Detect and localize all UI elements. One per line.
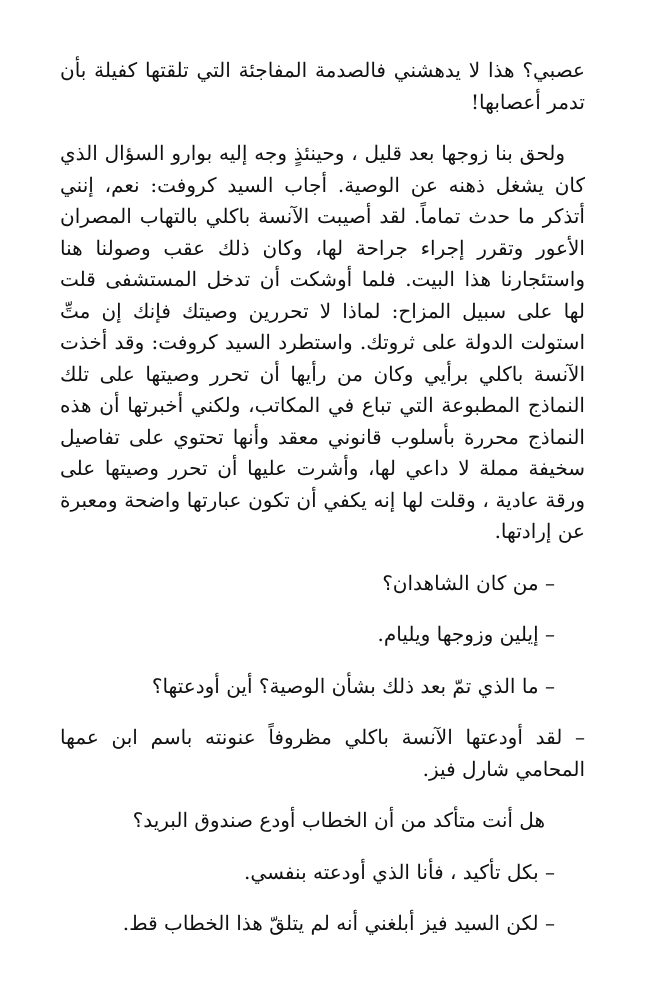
dialogue-line-mailbox-question: هل أنت متأكد من أن الخطاب أودع صندوق البريد؟	[132, 808, 545, 832]
dialogue-line-envelope-answer: – لقد أودعتها الآنسة باكلي مظروفاً عنونته باسم ابن عمها المحامي شارل فيز.	[60, 725, 585, 781]
dialogue-line-witnesses-answer: – إيلين وزوجها ويليام.	[377, 622, 555, 646]
paragraph-opening: عصبي؟ هذا لا يدهشني فالصدمة المفاجئة التي تلقتها كفيلة بأن تدمر أعصابها!	[60, 58, 585, 114]
dialogue-line-certainty-answer: – بكل تأكيد ، فأنا الذي أودعته بنفسي.	[244, 859, 555, 884]
dialogue-line-never-received: – لكن السيد فيز أبلغني أنه لم يتلقّ هذا الخطاب قط.	[122, 911, 555, 935]
dialogue-line-will-question: – ما الذي تمّ بعد ذلك بشأن الوصية؟ أين أودعتها؟	[151, 673, 555, 698]
dialogue-line-witnesses-question: – من كان الشاهدان؟	[382, 570, 555, 595]
paragraph-crofts-account: ولحق بنا زوجها بعد قليل ، وحينئذٍ وجه إليه بوارو السؤال الذي كان يشغل ذهنه عن الوصية. أجاب السيد كروفت: نعم، إنني أتذكر ما حدث تماماً. لقد أصيبت الآنسة باكلي بالتهاب المصران الأعور وتقرر إجراء جراحة لها، وكان ذلك عقب وصولنا هنا واستئجارنا هذا البيت. فلما أوشكت أن تدخل المستشفى قلت لها على سبيل المزاح: لماذا لا تحررين وصيتك فإنك إن متِّ استولت الدولة على ثروتك. واستطرد السيد كروفت: وقد أخذت الآنسة باكلي برأيي وكان من رأيها أن تحرر وصيتها على تلك النماذج المطبوعة التي تباع في المكاتب، ولكني أخبرتها أن هذه النماذج محررة بأسلوب قانوني معقد وأنها تحتوي على تفاصيل سخيفة مملة لا داعي لها، وأشرت عليها أن تحرر وصيتها على ورقة عادية ، وقلت لها إنه يكفي أن تكون عبارتها واضحة ومعبرة عن إرادتها.	[60, 141, 586, 543]
book-page	[60, 55, 585, 960]
